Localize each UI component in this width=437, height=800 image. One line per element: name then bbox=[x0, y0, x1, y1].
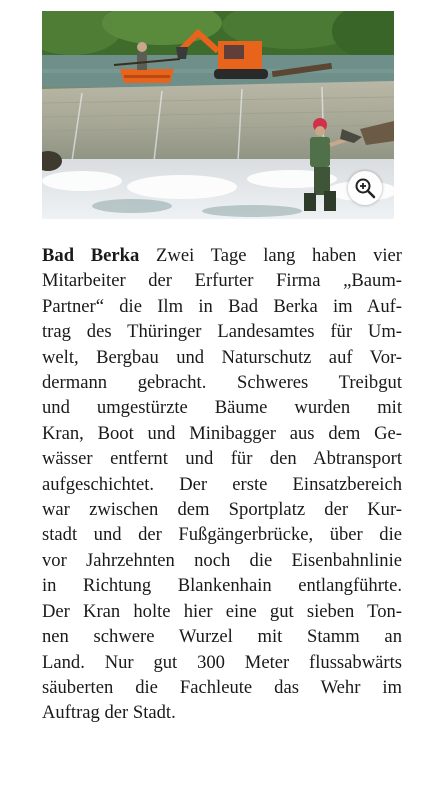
article-line-10: aufgeschichtet. Der erste Einsatzbereich bbox=[42, 473, 402, 495]
dateline: Bad Berka bbox=[42, 245, 140, 266]
magnifier-plus-icon bbox=[354, 177, 376, 199]
article-line-19: Auftrag der Stadt. bbox=[42, 702, 176, 724]
article-line-14: in Richtung Blankenhain entlangführte. bbox=[42, 575, 402, 597]
article-line-4: trag des Thüringer Landesamtes für Um- bbox=[42, 321, 402, 343]
article-line-5: welt, Bergbau und Naturschutz auf Vor- bbox=[42, 346, 402, 368]
river-weir-scene bbox=[42, 11, 394, 219]
zoom-button[interactable] bbox=[348, 171, 382, 205]
article-line-18: säuberten die Fachleute das Wehr im bbox=[42, 676, 402, 698]
article-body bbox=[42, 243, 402, 726]
article-line-3: Partner“ die Ilm in Bad Berka im Auf- bbox=[42, 295, 402, 317]
article-line-12: stadt und der Fußgängerbrücke, über die bbox=[42, 524, 402, 546]
article-line-13: vor Jahrzehnten noch die Eisenbahnlinie bbox=[42, 549, 402, 571]
article-line-7: und umgestürzte Bäume wurden mit bbox=[42, 397, 402, 419]
article-line-17: Land. Nur gut 300 Meter flussabwärts bbox=[42, 651, 402, 673]
article-line-8: Kran, Boot und Minibagger aus dem Ge- bbox=[42, 422, 402, 444]
article-line-2: Mitarbeiter der Erfurter Firma „Baum- bbox=[42, 270, 402, 292]
article-photo[interactable] bbox=[42, 11, 394, 219]
article-line-11: war zwischen dem Sportplatz der Kur- bbox=[42, 499, 402, 521]
article-line-9: wässer entfernt und für den Abtransport bbox=[42, 448, 402, 470]
article-line-6: dermann gebracht. Schweres Treibgut bbox=[42, 372, 402, 394]
article-line-16: nen schwere Wurzel mit Stamm an bbox=[42, 626, 402, 648]
article-line-1: Bad Berka Zwei Tage lang haben vier bbox=[42, 245, 402, 266]
article-line-15: Der Kran holte hier eine gut sieben Ton- bbox=[42, 600, 402, 622]
